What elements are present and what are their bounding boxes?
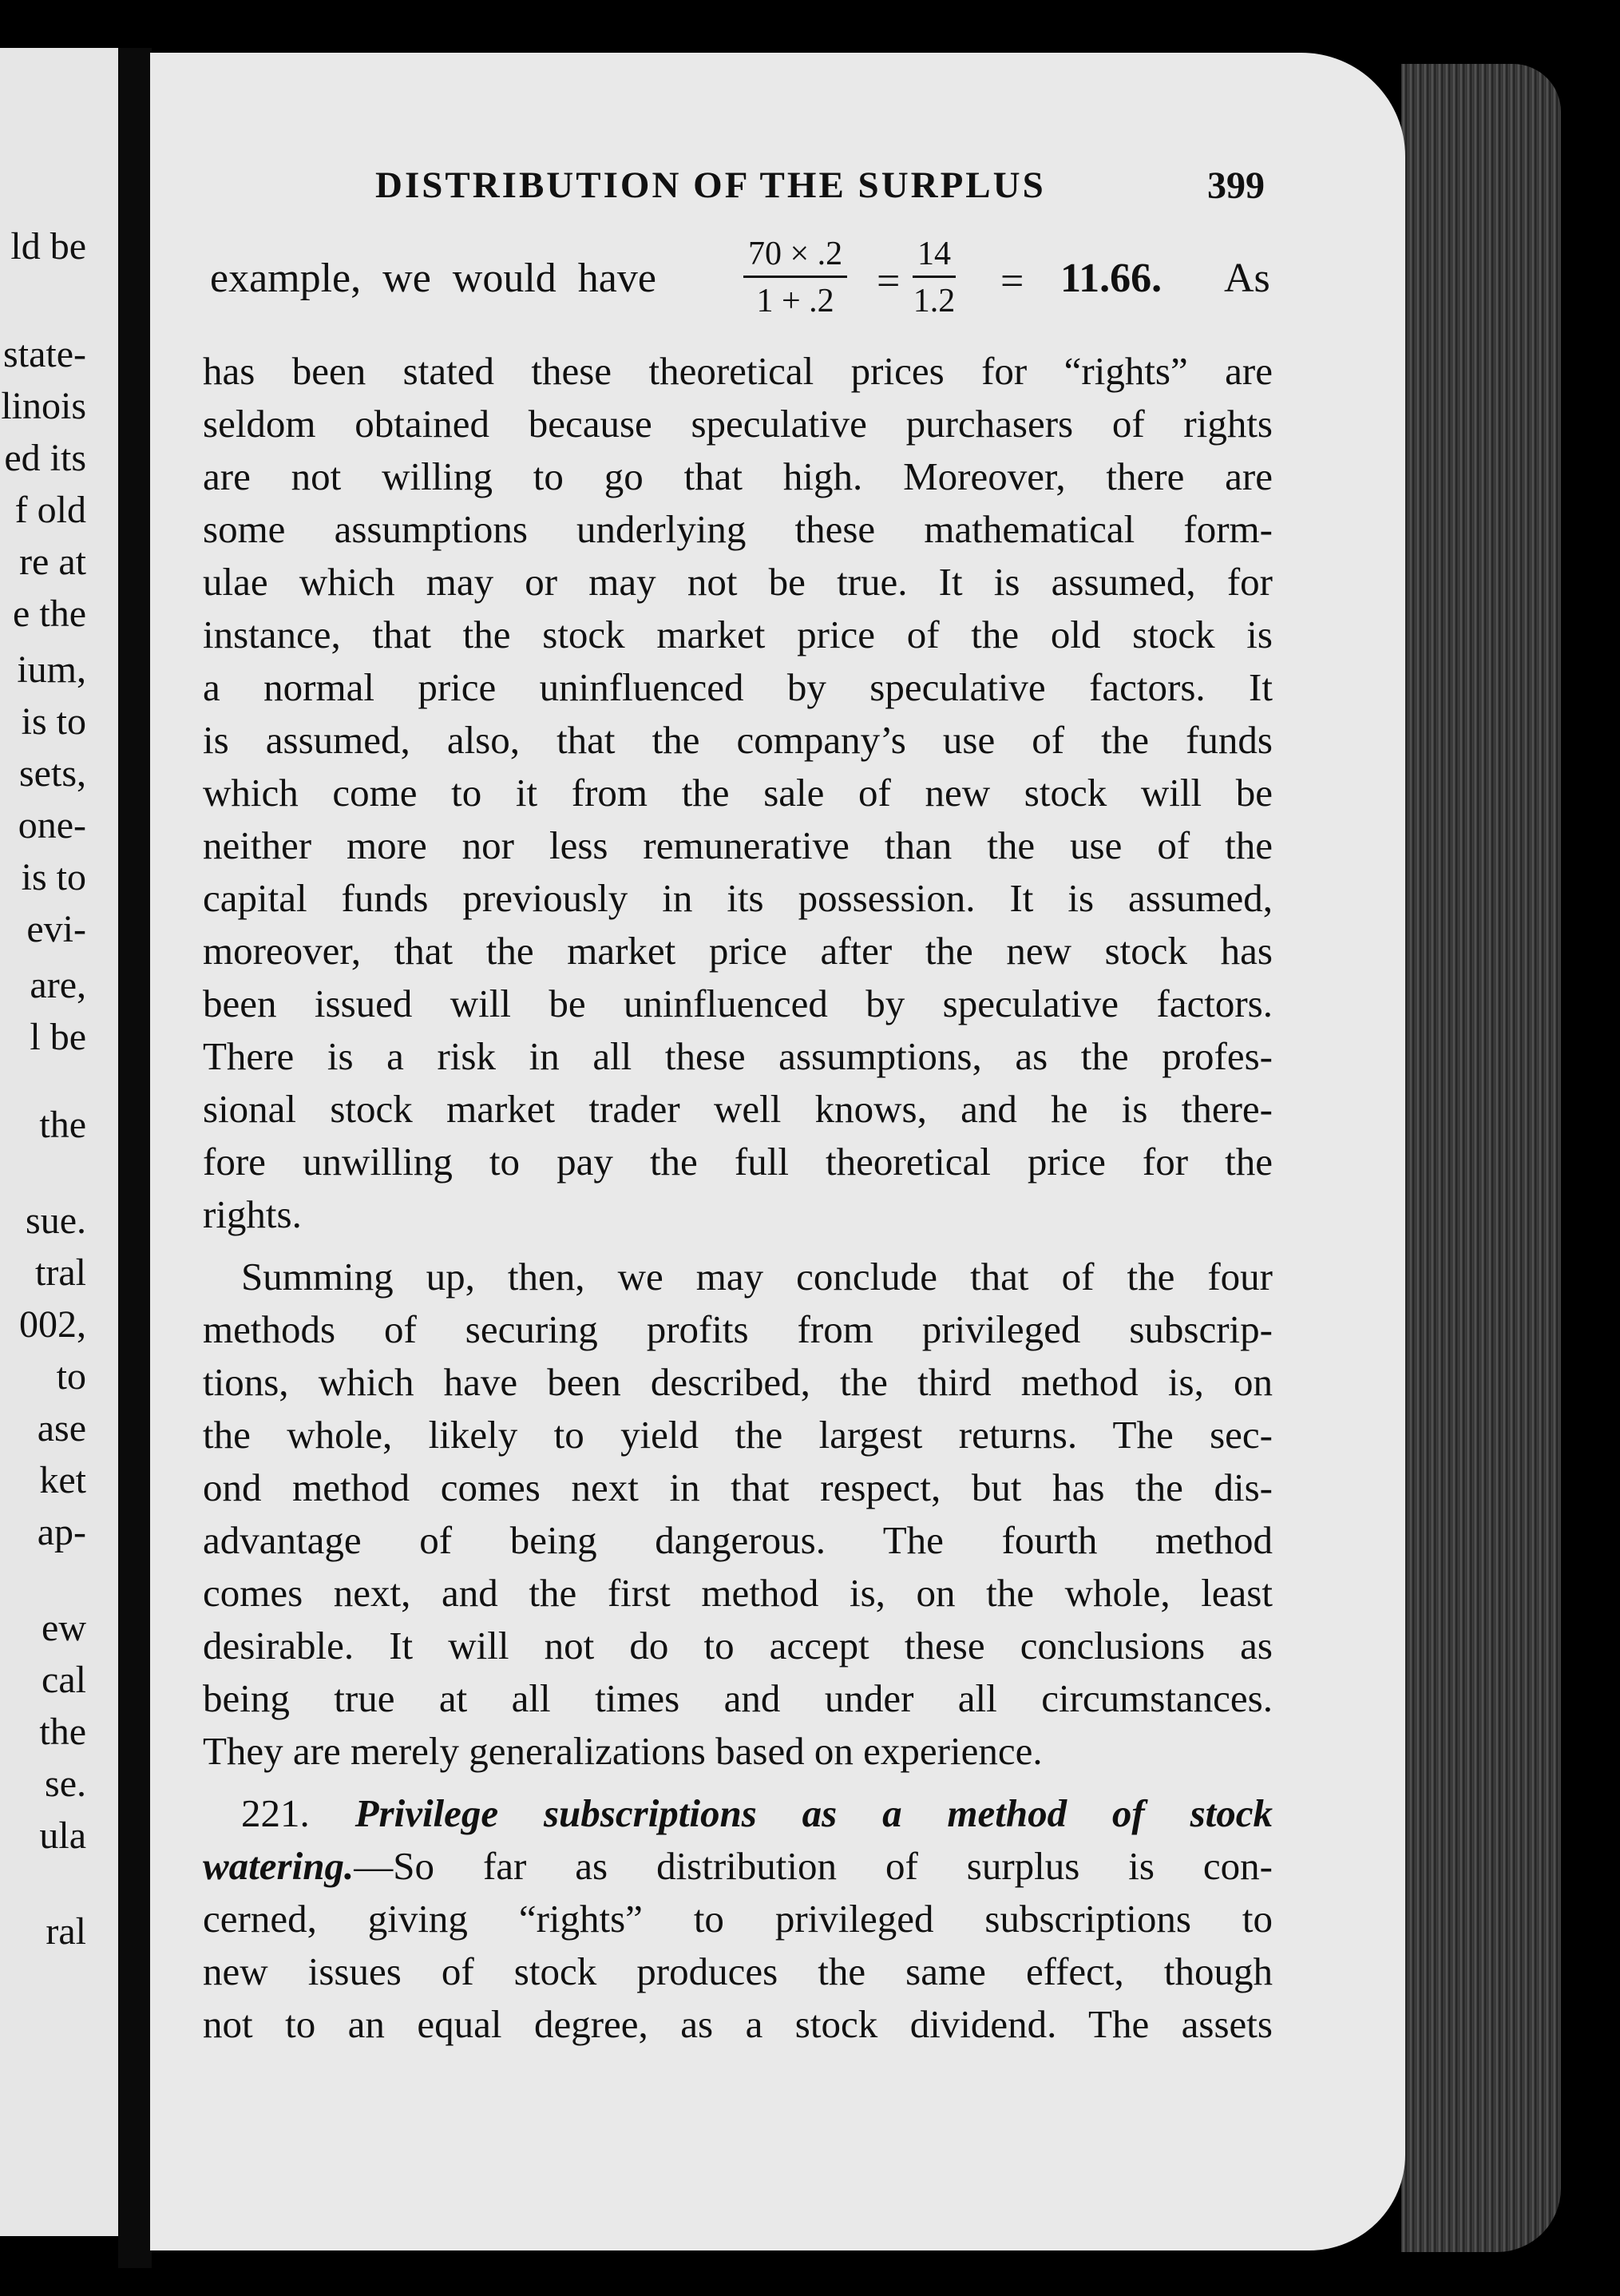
equals-sign-two: = — [1000, 259, 1024, 304]
text-line: There is a risk in all these assumptions, as the profes- — [203, 1034, 1273, 1078]
text-line: Summing up, then, we may conclude that of the four — [241, 1255, 1273, 1299]
previous-page-text-fragment: ap- — [37, 1511, 86, 1553]
previous-page-text-fragment: ed its — [4, 437, 86, 479]
text-line: ulae which may or may not be true. It is assumed, for — [203, 560, 1273, 604]
text-line: They are merely generalizations based on experience. — [203, 1729, 1043, 1773]
text-line: has been stated these theoretical prices for “rights” are — [203, 349, 1273, 393]
previous-page-text-fragment: the — [39, 1104, 86, 1146]
paragraph-theoretical-prices — [203, 345, 1273, 1241]
text-line: tions, which have been described, the third method is, on — [203, 1360, 1273, 1404]
previous-page-text-fragment: are, — [30, 964, 86, 1006]
text-line: the whole, likely to yield the largest returns. The sec- — [203, 1413, 1273, 1457]
previous-page-text-fragment: f old — [14, 489, 86, 531]
text-line: cerned, giving “rights” to privileged subscriptions to — [203, 1897, 1273, 1941]
previous-page-text-fragment: ket — [39, 1459, 86, 1501]
section-heading-continued: watering. — [203, 1844, 354, 1888]
text-line: capital funds previously in its possession. It is assumed, — [203, 876, 1273, 920]
section-heading: Privilege subscriptions as a method of stock — [354, 1791, 1273, 1835]
text-line: desirable. It will not do to accept these conclusions as — [203, 1624, 1273, 1667]
previous-page-text-fragment: ld be — [10, 225, 86, 268]
formula-line — [210, 237, 1272, 325]
previous-page-text-fragment: linois — [1, 385, 86, 427]
section-221-text — [203, 1893, 1273, 2051]
text-line: a normal price uninfluenced by speculative factors. It — [203, 665, 1273, 709]
equals-sign-one: = — [877, 259, 901, 304]
text-line: rights. — [203, 1192, 302, 1236]
text-line: moreover, that the market price after the new stock has — [203, 929, 1273, 973]
previous-page-text-fragment: ral — [46, 1910, 86, 1953]
previous-page-text-fragment: the — [39, 1711, 86, 1753]
previous-page-text-fragment: is to — [21, 700, 86, 743]
previous-page-text-fragment: ula — [39, 1814, 86, 1857]
text-line: been issued will be uninfluenced by speculative factors. — [203, 981, 1273, 1025]
page-body-text — [203, 345, 1273, 2051]
previous-page-text-fragment: re at — [19, 541, 86, 583]
text-line: fore unwilling to pay the full theoretical price for the — [203, 1140, 1273, 1184]
section-221-text-start: —So far as distribution of surplus is con- — [354, 1844, 1273, 1888]
previous-page-text-fragment: e the — [13, 593, 86, 635]
previous-page-text-fragment: ew — [42, 1607, 86, 1649]
previous-page-text-fragment: state- — [3, 333, 86, 375]
section-221-heading-line — [203, 1787, 1273, 1840]
text-line: new issues of stock produces the same effect, though — [203, 1949, 1273, 1993]
previous-page-text-fragment: se. — [45, 1763, 86, 1805]
text-line: being true at all times and under all circumstances. — [203, 1676, 1273, 1720]
section-number: 221. — [241, 1791, 310, 1835]
page-edge-stack — [1401, 64, 1561, 2252]
text-line: are not willing to go that high. Moreover, there are — [203, 454, 1273, 498]
previous-page-text-fragment: ium, — [17, 648, 86, 691]
previous-page-text-fragment: l be — [30, 1016, 86, 1058]
text-line: advantage of being dangerous. The fourth method — [203, 1518, 1273, 1562]
text-line: methods of securing profits from privileged subscrip- — [203, 1307, 1273, 1351]
previous-page-text-fragment: tral — [35, 1251, 86, 1294]
previous-page-text-fragment: evi- — [26, 908, 86, 950]
previous-page-text-fragment: to — [56, 1355, 86, 1398]
fraction-one-numerator: 70 × .2 — [743, 237, 847, 278]
previous-page-text-fragment: one- — [18, 804, 86, 847]
previous-page-text-fragment: sets, — [19, 752, 86, 795]
paragraph-summing-up — [203, 1251, 1273, 1778]
formula-tail-text: As — [1224, 256, 1270, 301]
fraction-two-denominator: 1.2 — [913, 283, 956, 319]
text-line: not to an equal degree, as a stock dividend. The assets — [203, 2002, 1273, 2046]
formula-result: 11.66. — [1060, 256, 1163, 301]
text-line: comes next, and the first method is, on the whole, least — [203, 1571, 1273, 1615]
section-221 — [203, 1787, 1273, 2051]
text-line: ond method comes next in that respect, but has the dis- — [203, 1465, 1273, 1509]
previous-page-text-fragment: is to — [21, 856, 86, 898]
fraction-one — [743, 237, 847, 318]
text-line: instance, that the stock market price of the old stock is — [203, 613, 1273, 656]
fraction-two — [913, 237, 956, 318]
formula-lead-text: example, we would have — [210, 256, 656, 301]
previous-page-text-fragment: cal — [42, 1659, 86, 1701]
previous-page-edge — [0, 48, 123, 2236]
fraction-two-numerator: 14 — [913, 237, 956, 278]
text-line: is assumed, also, that the company’s use of the funds — [203, 718, 1273, 762]
running-header-title: DISTRIBUTION OF THE SURPLUS — [375, 165, 1046, 206]
section-221-second-line — [203, 1840, 1273, 1893]
previous-page-text-fragment: ase — [37, 1407, 86, 1449]
book-gutter — [118, 48, 152, 2268]
text-line: seldom obtained because speculative purchasers of rights — [203, 402, 1273, 446]
page-number: 399 — [1207, 165, 1265, 207]
text-line: sional stock market trader well knows, and he is there- — [203, 1087, 1273, 1131]
previous-page-text-fragment: sue. — [26, 1200, 86, 1242]
text-line: which come to it from the sale of new stock will be — [203, 771, 1273, 815]
fraction-one-denominator: 1 + .2 — [756, 283, 834, 319]
text-line: some assumptions underlying these mathematical form- — [203, 507, 1273, 551]
text-line: neither more nor less remunerative than the use of the — [203, 823, 1273, 867]
previous-page-text-fragment: 002, — [19, 1303, 86, 1346]
